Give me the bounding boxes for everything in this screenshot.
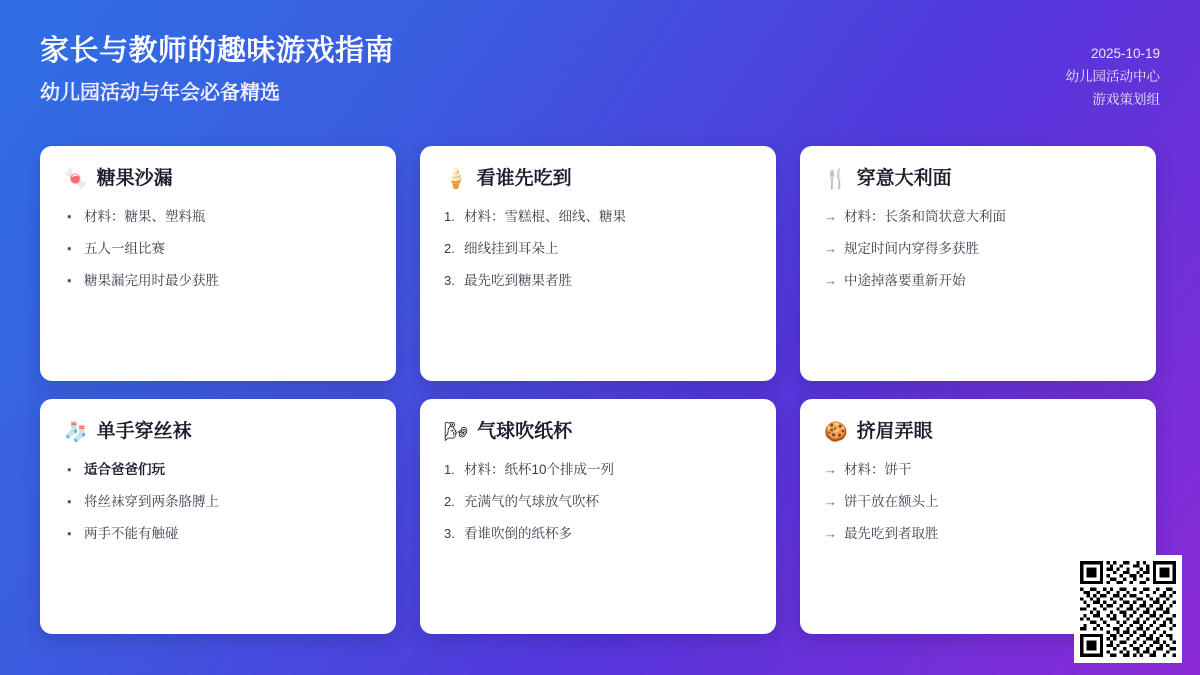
arrow-icon: → [824, 273, 837, 289]
list-marker-number: 3. [444, 526, 455, 542]
list-marker-number: 3. [444, 273, 455, 289]
list-item [444, 271, 752, 291]
list-item [824, 460, 1132, 480]
list-item-text: 细线挂到耳朵上 [464, 241, 559, 257]
card-item-list [444, 460, 752, 545]
bullet-icon: • [67, 461, 72, 477]
list-item-text: 材料：雪糕棍、细线、糖果 [464, 208, 626, 224]
list-item [444, 460, 752, 480]
list-item-text: 最先吃到糖果者胜 [464, 273, 572, 289]
list-item-text: 最先吃到者取胜 [844, 526, 939, 542]
list-item [64, 271, 372, 291]
card-header [444, 168, 752, 191]
socks-icon: 🧦 [64, 420, 88, 443]
list-item-text: 两手不能有触碰 [84, 526, 179, 542]
card-title: 看谁先吃到 [476, 168, 572, 189]
list-item [64, 207, 372, 227]
card-item-list [824, 207, 1132, 292]
list-item-text: 规定时间内穿得多获胜 [844, 241, 979, 257]
list-item [824, 492, 1132, 512]
card-title: 气球吹纸杯 [477, 421, 573, 442]
card-title: 穿意大利面 [856, 168, 952, 189]
list-marker-number: 2. [444, 494, 455, 510]
list-item [64, 524, 372, 544]
list-item [444, 239, 752, 259]
bullet-icon: • [67, 526, 72, 542]
list-item-text: 适合爸爸们玩 [84, 461, 165, 477]
bullet-icon: • [67, 208, 72, 224]
list-item-text: 将丝袜穿到两条胳膊上 [84, 494, 219, 510]
card-header [444, 421, 752, 444]
list-item [824, 271, 1132, 291]
game-card [800, 146, 1156, 381]
list-item-text: 看谁吹倒的纸杯多 [464, 526, 572, 542]
wind-icon: 🌬 [444, 420, 469, 443]
qr-code[interactable] [1074, 555, 1182, 663]
fork-knife-icon: 🍴 [824, 167, 848, 190]
list-item [64, 492, 372, 512]
card-item-list [824, 460, 1132, 545]
list-item [64, 460, 372, 480]
cookie-icon: 🍪 [824, 420, 848, 443]
card-title: 挤眉弄眼 [856, 421, 933, 442]
meta-team: 游戏策划组 [1092, 92, 1160, 108]
arrow-icon: → [824, 241, 837, 257]
bullet-icon: • [67, 494, 72, 510]
slide-header [40, 34, 1160, 124]
bullet-icon: • [67, 241, 72, 257]
list-item-text: 材料：饼干 [844, 461, 912, 477]
list-item [824, 207, 1132, 227]
cards-grid [40, 146, 1160, 634]
list-item [444, 207, 752, 227]
list-marker-number: 1. [444, 208, 455, 224]
list-item-text: 饼干放在额头上 [844, 494, 939, 510]
card-item-list [64, 207, 372, 292]
list-marker-number: 2. [444, 241, 455, 257]
arrow-icon: → [824, 526, 837, 542]
card-item-list [64, 460, 372, 545]
card-title: 单手穿丝袜 [96, 421, 192, 442]
list-item-text: 材料：糖果、塑料瓶 [84, 208, 206, 224]
card-title: 糖果沙漏 [96, 168, 173, 189]
page-subtitle: 幼儿园活动与年会必备精选 [40, 81, 280, 104]
list-item-text: 充满气的气球放气吹杯 [464, 494, 599, 510]
game-card [40, 399, 396, 634]
game-card [420, 146, 776, 381]
arrow-icon: → [824, 494, 837, 510]
arrow-icon: → [824, 461, 837, 477]
game-card [40, 146, 396, 381]
list-item [444, 524, 752, 544]
card-header [824, 421, 1132, 444]
list-item-text: 糖果漏完用时最少获胜 [84, 273, 219, 289]
ice-cream-icon: 🍦 [444, 167, 468, 190]
list-item-text: 材料：长条和筒状意大利面 [844, 208, 1006, 224]
arrow-icon: → [824, 208, 837, 224]
card-header [64, 168, 372, 191]
list-item [824, 239, 1132, 259]
list-item [64, 239, 372, 259]
candy-cane-icon: 🍬 [64, 167, 88, 190]
card-header [64, 421, 372, 444]
header-meta [1066, 42, 1161, 112]
card-item-list [444, 207, 752, 292]
list-item-text: 五人一组比赛 [84, 241, 165, 257]
list-item [444, 492, 752, 512]
game-card [420, 399, 776, 634]
list-item-text: 材料：纸杯10个排成一列 [464, 461, 615, 477]
card-header [824, 168, 1132, 191]
list-marker-number: 1. [444, 461, 455, 477]
bullet-icon: • [67, 273, 72, 289]
page-title: 家长与教师的趣味游戏指南 [40, 35, 395, 67]
list-item-text: 中途掉落要重新开始 [844, 273, 966, 289]
meta-org: 幼儿园活动中心 [1065, 69, 1160, 85]
list-item [824, 524, 1132, 544]
meta-date: 2025-10-19 [1090, 46, 1160, 61]
